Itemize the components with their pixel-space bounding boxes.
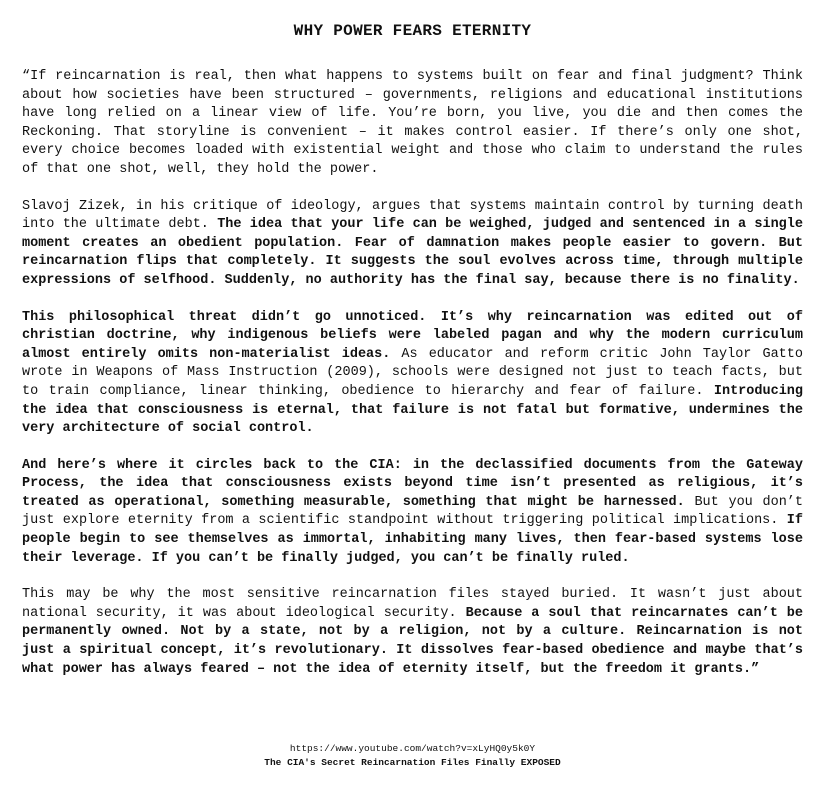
paragraph-4-text-b: But you don’t just explore eternity from a scientific standpoint without triggering political implications.	[22, 494, 804, 529]
paragraph-1-text: “If reincarnation is real, then what happens to systems built on fear and final judgment? Think about how societies have been structured – governments, religions and educational institutions have long relied on a linear view of life. You’re born, you live, you die and then comes the Reckoning. That storyline is convenient – it makes control easier. If there’s only one shot, every choice becomes loaded with existential weight and those who claim to understand the rules of that one shot, well, they hold the power.	[22, 69, 803, 177]
paragraph-2-text-b: The idea that your life can be weighed, judged and sentenced in a single moment creates an obedient population. Fear of damnation makes people easier to govern. But reincarnation flips that completely. It suggests the soul evolves across time, through multiple expressions of selfhood. Suddenly, no authority has the final say, because there is no finality.	[22, 217, 803, 288]
source-url: https://www.youtube.com/watch?v=xLyHQ0y5k0Y	[289, 743, 536, 754]
paragraph-2	[22, 198, 803, 291]
paragraph-1	[22, 68, 803, 180]
paragraph-4-text-c: If people begin to see themselves as immortal, inhabiting many lives, then fear-based systems lose their leverage. If you can’t be finally judged, you can’t be finally ruled.	[22, 513, 803, 566]
source-title: The CIA's Secret Reincarnation Files Finally EXPOSED	[264, 757, 561, 768]
paragraph-4	[22, 457, 803, 569]
paragraph-5	[22, 586, 803, 679]
paragraph-3-text-c: Introducing the idea that consciousness is eternal, that failure is not fatal but formative, undermines the very architecture of social control.	[22, 383, 803, 437]
paragraph-5-text-b: Because a soul that reincarnates can’t be permanently owned. Not by a state, not by a religion, not by a culture. Reincarnation is not just a spiritual concept, it’s revolutionary. It dissolves fear-based obedience and maybe that’s what power has always feared – not the idea of eternity itself, but the freedom it grants.”	[22, 605, 803, 677]
source-footer	[0, 742, 825, 770]
page-title: WHY POWER FEARS ETERNITY	[293, 22, 532, 40]
paragraph-3-text-b: As educator and reform critic John Taylor Gatto wrote in Weapons of Mass Instruction (2009), schools were designed not just to teach facts, but to train compliance, linear thinking, obedience to hierarchy and fear of failure.	[22, 346, 803, 399]
paragraph-3-text-a: This philosophical threat didn’t go unnoticed. It’s why reincarnation was edited out of christian doctrine, why indigenous beliefs were labeled pagan and why the modern curriculum almost entirely omits non-materialist ideas.	[22, 309, 803, 362]
paragraph-5-text-a: This may be why the most sensitive reincarnation files stayed buried. It wasn’t just about national security, it was about ideological security.	[22, 587, 803, 621]
paragraph-2-text-a: Slavoj Zizek, in his critique of ideology, argues that systems maintain control by turning death into the ultimate debt.	[22, 198, 803, 233]
paragraph-3	[22, 309, 803, 439]
paragraph-4-text-a: And here’s where it circles back to the CIA: in the declassified documents from the Gateway Process, the idea that consciousness exists beyond time isn’t presented as religious, it’s treated as operational, something measurable, something that might be harnessed.	[22, 457, 803, 510]
